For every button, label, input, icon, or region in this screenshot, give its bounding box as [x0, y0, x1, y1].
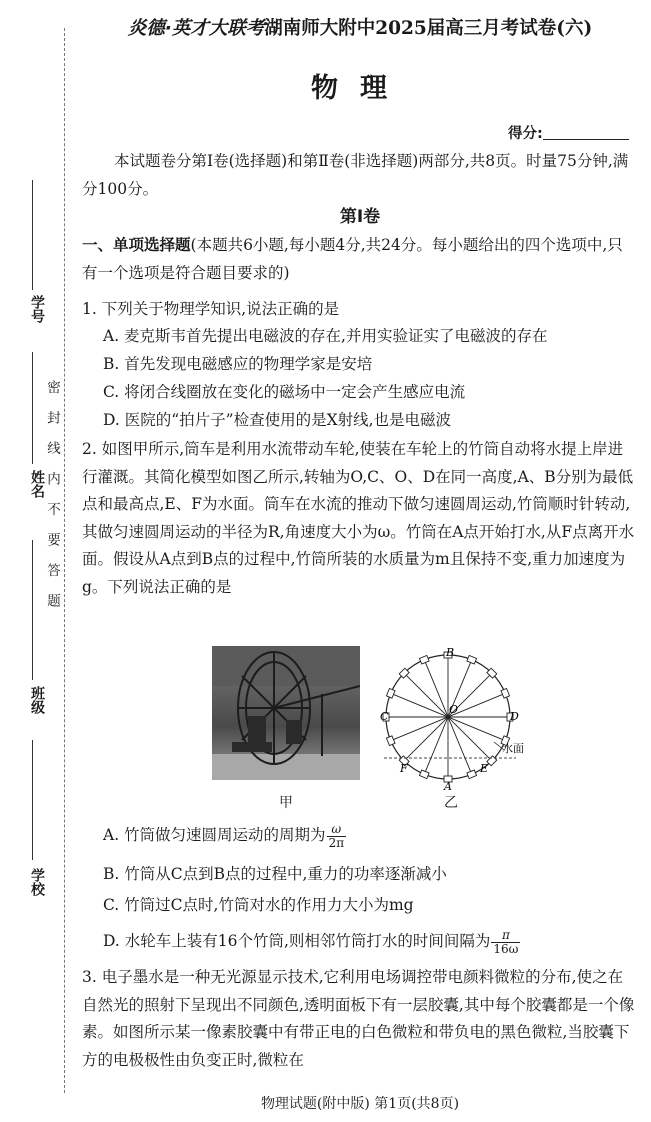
q1-option-c: C. 将闭合线圈放在变化的磁场中一定会产生感应电流: [103, 383, 466, 401]
class-field: [12, 540, 45, 740]
wheel-bucket: [419, 655, 429, 664]
q1-option-a: A. 麦克斯韦首先提出电磁波的存在,并用实验证实了电磁波的存在: [103, 327, 548, 345]
subject-title: 物理: [311, 73, 409, 104]
q2-option-d-numerator: π: [491, 929, 520, 943]
q1-option-b: B. 首先发现电磁感应的物理学家是安培: [103, 355, 373, 373]
student-number-line: [32, 180, 33, 290]
waterwheel-photo-image: [212, 646, 360, 780]
label-e: E: [480, 762, 489, 775]
q2-option-c: C. 竹筒过C点时,竹筒对水的作用力大小为mg: [103, 896, 414, 914]
q1-option-d: D. 医院的“拍片子”检查使用的是X射线,也是电磁波: [103, 411, 452, 429]
wheel-bucket: [467, 770, 477, 779]
exam-header: [80, 14, 640, 40]
name-label: 姓名: [29, 470, 45, 498]
q2-stem: 2. 如图甲所示,筒车是利用水流带动车轮,使装在车轮上的竹筒自动将水提上岸进行灌溉。其简化模型如图乙所示,转轴为O,C、O、D在同一高度,A、B分别为最低点和最高点,E、F为水面。筒车在水流的推动下做匀速圆周运动,竹筒顺时针转动,其做匀速圆周运动的半径为R,角速度大小为ω。竹筒在A点开始打水,从F点离开水面。假设从A点到B点的过程中,竹筒所装的水质量为m且保持不变,重力加速度为g。下列说法正确的是: [82, 440, 635, 596]
name-line: [32, 352, 33, 464]
label-a: A: [444, 780, 452, 793]
photo-caption: 甲: [279, 795, 293, 811]
waterwheel-photo: [212, 646, 360, 780]
q2-option-d: [103, 928, 638, 956]
part1-desc: (本题共6小题,每小题4分,共24分。每小题给出的四个选项中,只有一个选项是符合题目要求的): [82, 236, 623, 282]
q3-stem: 3. 电子墨水是一种无光源显示技术,它利用电场调控带电颜料微粒的分布,使之在自然光的照射下呈现出不同颜色,透明面板下有一层胶囊,其中每个胶囊都是一个像素。如图所示某一像素胶囊中有带正电的白色微粒和带负电的黑色微粒,当胶囊下方的电极极性由负变正时,微粒在: [82, 968, 635, 1069]
score-label: 得分:: [508, 126, 543, 142]
exam-title: 湖南师大附中2025届高三月考试卷(六): [264, 18, 593, 39]
page-footer: 物理试题(附中版) 第1页(共8页): [260, 1096, 460, 1112]
label-water: 水面: [502, 742, 524, 755]
seal-line: [64, 28, 65, 1093]
wheel-bucket: [467, 655, 477, 664]
school-field: [12, 740, 45, 940]
wheel-bucket: [386, 688, 395, 698]
seal-notice: 密封线内不要答题: [44, 380, 60, 624]
binding-margin: [0, 0, 66, 1122]
class-label: 班级: [29, 686, 45, 714]
q2-option-a-numerator: ω: [327, 823, 347, 837]
wheel-bucket: [386, 736, 395, 746]
section-title: 第Ⅰ卷: [339, 207, 381, 227]
q2-option-b: B. 竹筒从C点到B点的过程中,重力的功率逐渐减小: [103, 865, 447, 883]
school-label: 学校: [29, 868, 45, 896]
name-field: [12, 352, 45, 532]
label-o: O: [449, 703, 459, 716]
label-b: B: [446, 646, 455, 659]
class-line: [32, 540, 33, 680]
q2-option-d-fraction: [491, 929, 520, 956]
wheel-bucket: [501, 688, 510, 698]
label-f: F: [400, 762, 408, 775]
waterwheel-diagram: [376, 640, 556, 810]
student-number-label: 学号: [29, 295, 45, 323]
intro-text: 本试题卷分第Ⅰ卷(选择题)和第Ⅱ卷(非选择题)两部分,共8页。时量75分钟,满分100分。: [82, 152, 629, 198]
q2-option-d-text: D. 水轮车上装有16个竹筒,则相邻竹筒打水的时间间隔为: [103, 932, 491, 950]
label-c: C: [380, 710, 389, 723]
exam-brand: 炎德·英才大联考: [127, 18, 265, 39]
score-blank[interactable]: [543, 125, 629, 140]
q2-option-a-text: A. 竹筒做匀速圆周运动的周期为: [103, 826, 326, 844]
q2-option-d-denominator: 16ω: [493, 941, 519, 956]
score-field: [508, 122, 629, 143]
part1-heading: [82, 232, 638, 287]
q1-stem: 1. 下列关于物理学知识,说法正确的是: [82, 300, 340, 318]
label-d: D: [510, 710, 519, 723]
student-number-field: [12, 180, 45, 340]
q2-option-a-denominator: 2π: [328, 835, 345, 850]
q2-option-a: [103, 822, 638, 850]
part1-title: 一、单项选择题: [82, 236, 191, 254]
q2-option-a-fraction: [327, 823, 347, 850]
school-line: [32, 740, 33, 860]
wheel-bucket: [419, 770, 429, 779]
diagram-caption: 乙: [444, 795, 458, 811]
